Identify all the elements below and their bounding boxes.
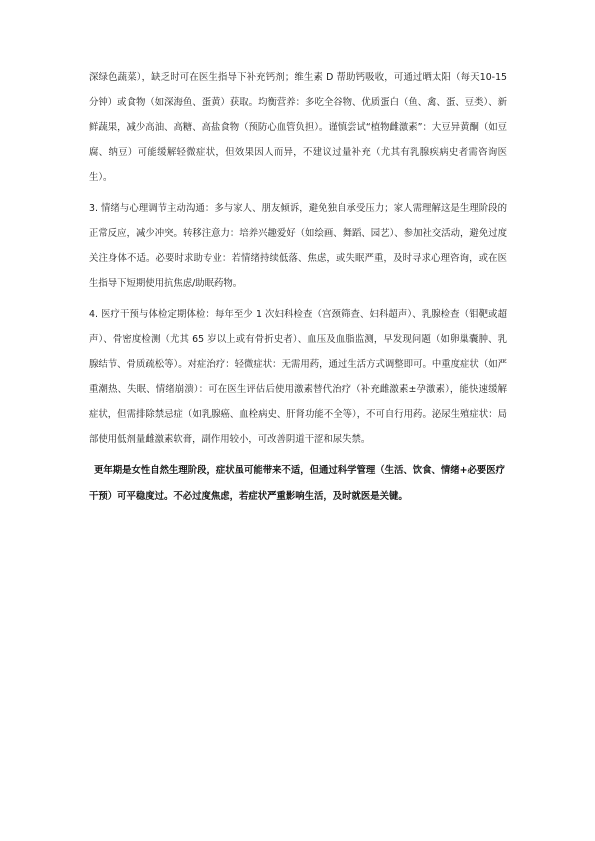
text-segment: 若情绪持续低落、焦虑，或失眠严重，及时寻求心理咨询，或在医生指导下短期使用抗焦虑/助眠药物。	[89, 253, 507, 289]
paragraph-medical	[89, 302, 507, 452]
text-segment: 局部使用低剂量雌激素软膏，副作用较小，可改善阴道干涩和尿失禁。	[89, 409, 507, 445]
text-segment: 轻微症状：无需用药，通过生活方式调整即可。中重度症状（如严重潮热、失眠、情绪崩溃）：可在医生评估后使用激素替代治疗（补充雌激素±孕激素），能快速缓解症状，但需排除禁忌症（如乳腺癌、血栓病史、肝肾功能不全等），不可自行用药。	[89, 359, 507, 420]
summary-paragraph: 更年期是女性自然生理阶段，症状虽可能带来不适，但通过科学管理（生活、饮食、情绪+必要医疗干预）可平稳度过。不必过度焦虑，若症状严重影响生活，及时就医是关键。	[89, 465, 505, 502]
text-segment: 4. 医疗干预与体检定期体检：	[89, 309, 215, 320]
text-segment: 对症治疗：	[187, 359, 235, 370]
text-segment: 泌尿生殖症状：	[431, 409, 498, 420]
text-segment: 多与家人、朋友倾诉，避免独自承受压力；家人需理解这是生理阶段的正常反应，减少冲突。	[89, 203, 507, 239]
text-segment: 谨慎尝试“植物雌激素”：	[328, 122, 432, 133]
text-segment: 每年至少 1 次妇科检查（宫颈筛查、妇科超声）、乳腺检查（钼靶或超声）、骨密度检测（尤其 65 岁以上或有骨折史者）、血压及血脂监测，早发现问题（如卵巢囊肿、乳腺结节、骨质疏松等）。	[89, 309, 507, 370]
text-segment: 3. 情绪与心理调节主动沟通：	[89, 203, 215, 214]
text-segment: 转移注意力：	[182, 228, 240, 239]
text-segment: 深绿色蔬菜），缺乏时可在医生指导下补充钙剂；维生素 D 帮助钙吸收，可通过晒太阳（每天10-15 分钟）或食物（如深海鱼、蛋黄）获取。	[89, 72, 507, 108]
paragraph-nutrition	[89, 65, 507, 190]
text-segment: 大豆异黄酮（如豆腐、纳豆）可能缓解轻微症状，但效果因人而异，不建议过量补充（尤其有乳腺疾病史者需咨询医生）。	[89, 122, 507, 183]
text-segment: 多吃全谷物、优质蛋白（鱼、禽、蛋、豆类）、新鲜蔬果，减少高油、高糖、高盐食物（预防心血管负担）。	[89, 97, 507, 133]
paragraph-emotion	[89, 196, 507, 296]
text-segment: 均衡营养：	[258, 97, 306, 108]
text-segment: 必要时求助专业：	[155, 253, 232, 264]
text-segment: 培养兴趣爱好（如绘画、舞蹈、园艺）、参加社交活动，避免过度关注身体不适。	[89, 228, 507, 264]
